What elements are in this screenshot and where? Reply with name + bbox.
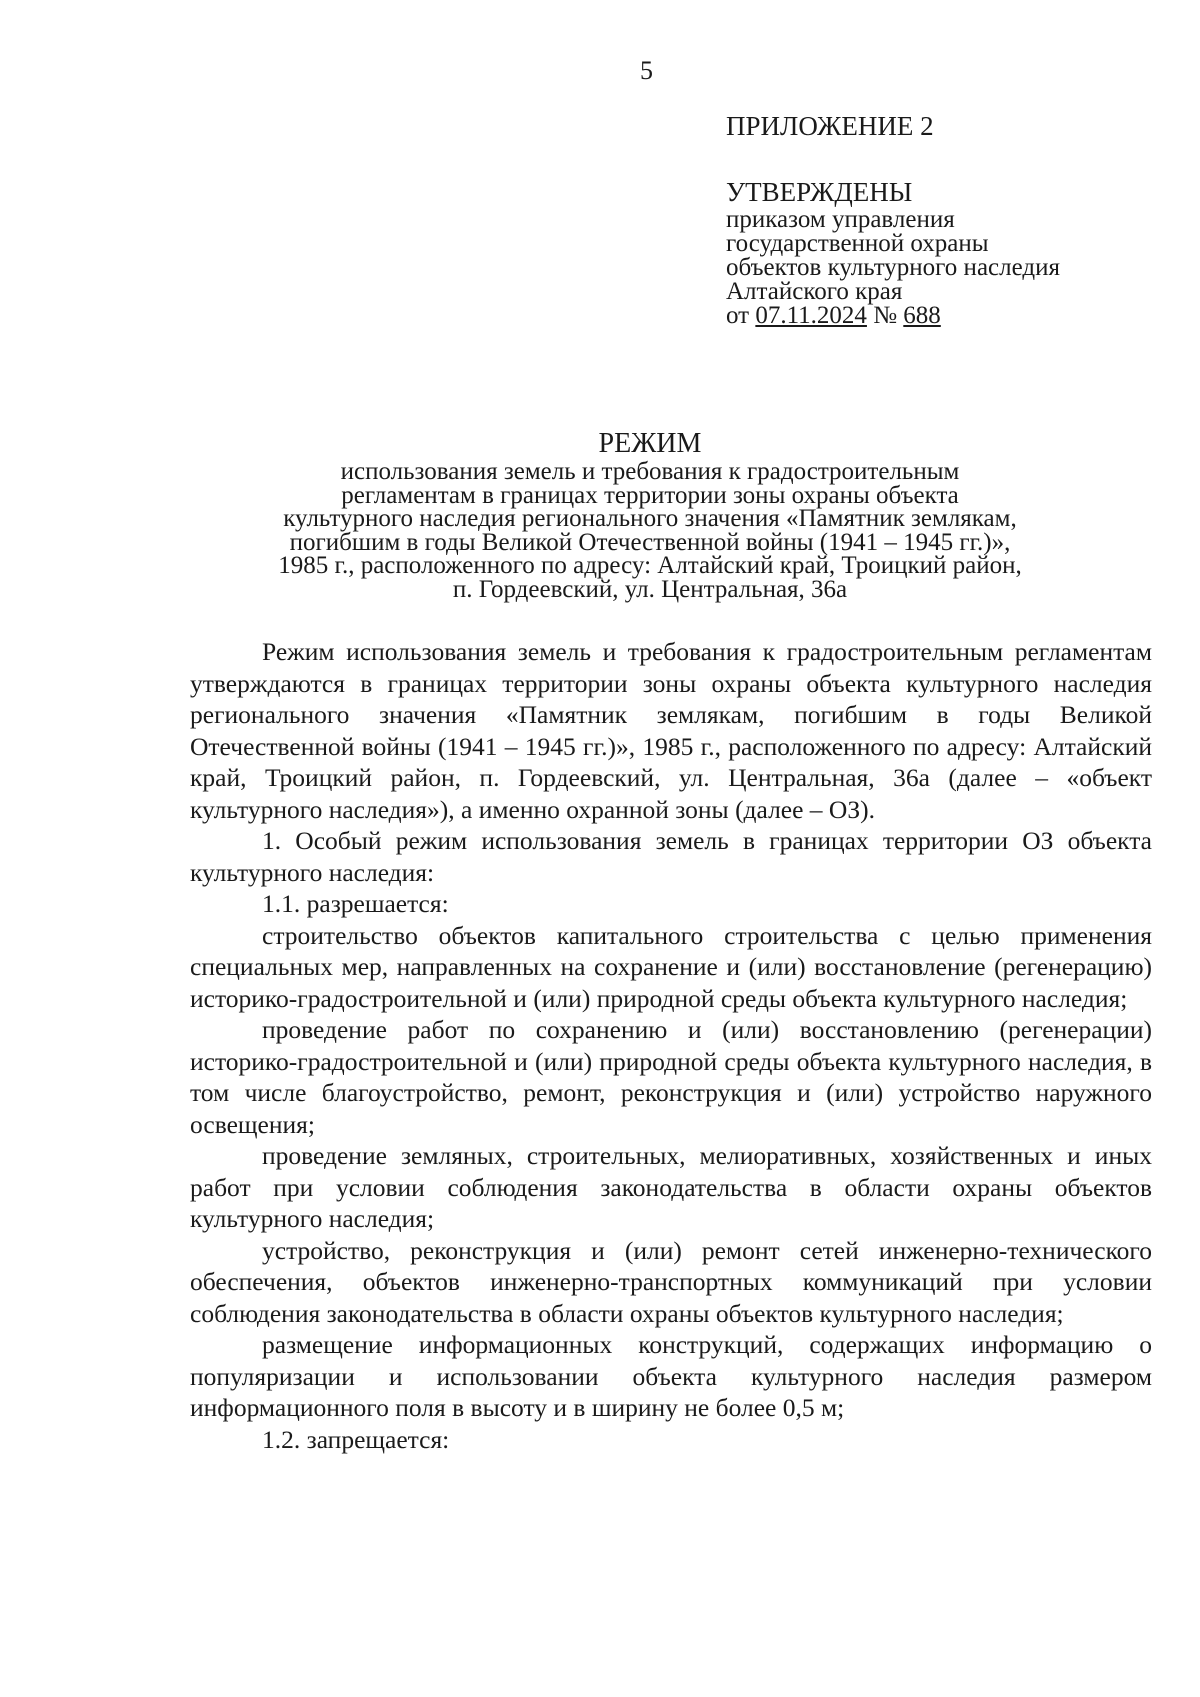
permitted-item: проведение земляных, строительных, мелиоративных, хозяйственных и иных работ при условии соблюдения законодательства в области охраны объектов культурного наследия; xyxy=(190,1141,1152,1233)
title-line: п. Гордеевский, ул. Центральная, 36а xyxy=(452,575,848,603)
approval-title: УТВЕРЖДЕНЫ xyxy=(726,177,913,207)
title-line: 1985 г., расположенного по адресу: Алтайский край, Троицкий район, xyxy=(278,552,1022,579)
title-line: культурного наследия регионального значения «Памятник землякам, xyxy=(283,505,1017,532)
section-1-heading: 1. Особый режим использования земель в границах территории ОЗ объекта культурного наследия: xyxy=(190,826,1152,887)
section-1-1-heading: 1.1. разрешается: xyxy=(262,889,449,918)
permitted-item: устройство, реконструкция и (или) ремонт сетей инженерно-технического обеспечения, объектов инженерно-транспортных коммуникаций при условии соблюдения законодательства в области охраны объектов культурного наследия; xyxy=(190,1235,1152,1328)
title-line: регламентам в границах территории зоны охраны объекта xyxy=(341,481,959,509)
approval-line: приказом управления xyxy=(726,206,955,233)
intro-paragraph: Режим использования земель и требования к градостроительным регламентам утверждаются в границах территории зоны охраны объекта культурного наследия регионального значения «Памятник землякам, погибшим в годы Великой Отечественной войны (1941 – 1945 гг.)», 1985 г., расположенного по адресу: Алтайский край, Троицкий район, п. Гордеевский, ул. Центральная, 36а (далее – «объект культурного наследия»), а именно охранной зоны (далее – ОЗ). xyxy=(190,637,1152,824)
title-line: погибшим в годы Великой Отечественной войны (1941 – 1945 гг.)», xyxy=(289,528,1011,556)
approval-line: Алтайского края xyxy=(726,278,903,305)
approval-block xyxy=(726,176,1186,328)
page-number: 5 xyxy=(640,56,653,85)
section-1-2-heading: 1.2. запрещается: xyxy=(262,1424,450,1454)
order-number: 688 xyxy=(903,302,941,329)
document-body xyxy=(190,636,1152,1455)
permitted-item: строительство объектов капитального строительства с целью применения специальных мер, направленных на сохранение и (или) восстановление (регенерацию) историко-градостроительной и (или) природной среды объекта культурного наследия; xyxy=(190,920,1152,1013)
permitted-item: проведение работ по сохранению и (или) восстановлению (регенерации) историко-градостроительной и (или) природной среды объекта культурного наследия, в том числе благоустройство, ремонт, реконструкция и (или) устройство наружного освещения; xyxy=(190,1015,1152,1139)
document-title xyxy=(190,428,1110,601)
approval-line: объектов культурного наследия xyxy=(726,254,1060,281)
date-prefix: от xyxy=(726,302,750,329)
order-date: 07.11.2024 xyxy=(755,302,867,329)
permitted-item: размещение информационных конструкций, содержащих информацию о популяризации и использовании объекта культурного наследия размером информационного поля в высоту и в ширину не более 0,5 м; xyxy=(190,1330,1152,1422)
title-heading: РЕЖИМ xyxy=(598,428,702,459)
number-sign: № xyxy=(873,302,898,329)
appendix-label: ПРИЛОЖЕНИЕ 2 xyxy=(726,111,934,141)
title-line: использования земель и требования к градостроительным xyxy=(340,458,960,485)
approval-line: государственной охраны xyxy=(726,230,989,257)
approval-date-line xyxy=(726,304,1186,328)
